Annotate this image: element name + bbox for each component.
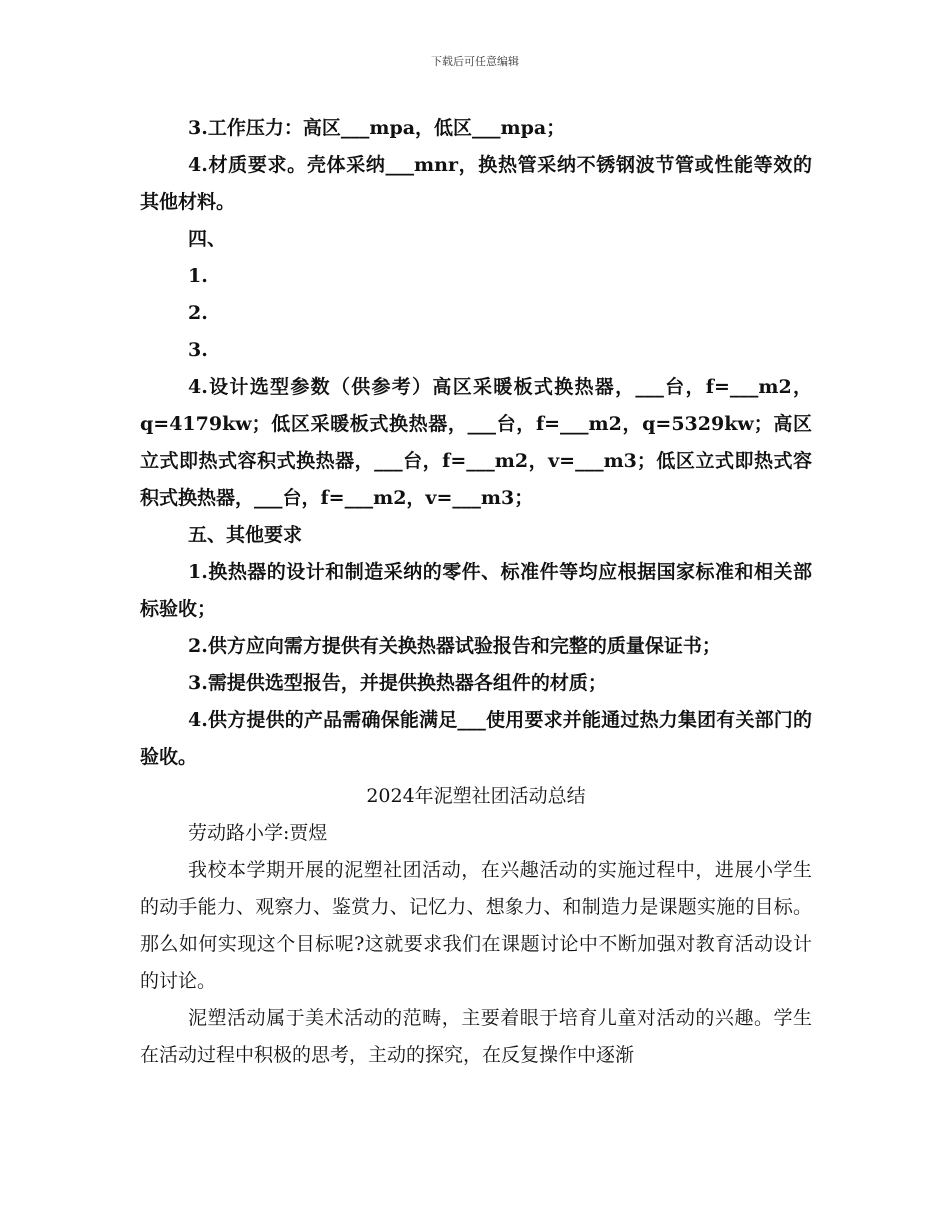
section-heading-four: 四、	[188, 228, 227, 250]
list-item-3: 3.	[188, 339, 208, 361]
requirement-item-4: 4.供方提供的产品需确保能满足___使用要求并能通过热力集团有关部门的验收。	[140, 709, 812, 768]
article-paragraph-1: 我校本学期开展的泥塑社团活动，在兴趣活动的实施过程中，进展小学生的动手能力、观察力、鉴赏力、记忆力、想象力、和制造力是课题实施的目标。那么如何实现这个目标呢?这就要求我们在课题讨论中不断加强对教育活动设计的讨论。	[140, 859, 812, 992]
requirement-item-2: 2.供方应向需方提供有关换热器试验报告和完整的质量保证书；	[188, 635, 721, 657]
page-header: 下载后可任意编辑	[431, 55, 519, 68]
requirement-item-1: 1.换热器的设计和制造采纳的零件、标准件等均应根据国家标准和相关部标验收；	[140, 561, 812, 620]
list-item-1: 1.	[188, 265, 208, 287]
paragraph-design-parameters: 4.设计选型参数（供参考）高区采暖板式换热器，___台，f=___m2，q=4179kw；低区采暖板式换热器，___台，f=___m2，q=5329kw；高区立式即热式容积式换热器，___台，f=___m2，v=___m3；低区立式即热式容积式换热器，___台，f=___m2，v=___m3；	[140, 376, 812, 509]
list-item-2: 2.	[188, 302, 208, 324]
article-author: 劳动路小学:贾煜	[188, 822, 328, 844]
paragraph-working-pressure: 3.工作压力：高区___mpa，低区___mpa；	[188, 117, 566, 139]
requirement-item-3: 3.需提供选型报告，并提供换热器各组件的材质；	[188, 672, 607, 694]
paragraph-material-requirements: 4.材质要求。壳体采纳___mnr，换热管采纳不锈钢波节管或性能等效的其他材料。	[140, 154, 812, 213]
article-paragraph-2: 泥塑活动属于美术活动的范畴，主要着眼于培育儿童对活动的兴趣。学生在活动过程中积极的思考，主动的探究，在反复操作中逐渐	[140, 1007, 812, 1066]
section-heading-five: 五、其他要求	[188, 524, 303, 546]
article-title: 2024年泥塑社团活动总结	[366, 785, 586, 807]
